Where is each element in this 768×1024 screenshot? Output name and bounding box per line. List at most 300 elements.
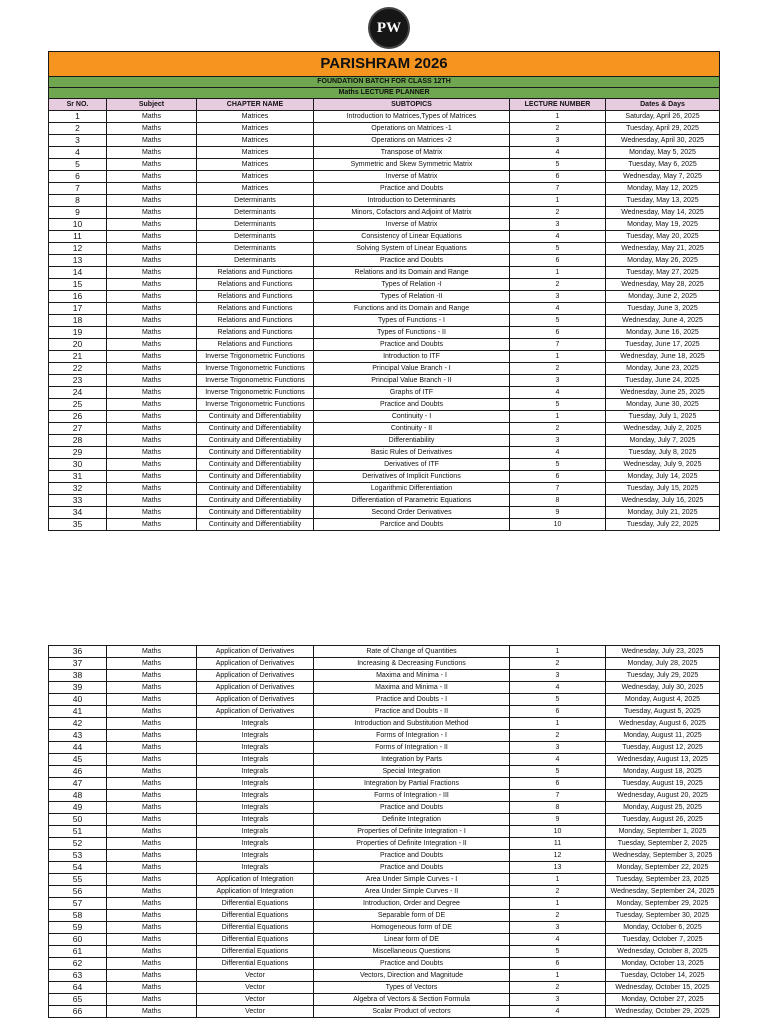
table-row: [49, 814, 720, 826]
chapter-name-cell: Continuity and Differentiability: [197, 507, 314, 519]
date-cell: Monday, August 4, 2025: [606, 694, 720, 706]
date-cell: Monday, August 25, 2025: [606, 802, 720, 814]
subject-cell: Maths: [107, 730, 197, 742]
subtopic-cell: Forms of Integration - II: [314, 742, 510, 754]
lecture-number-cell: 1: [510, 267, 606, 279]
planner-title: PARISHRAM 2026: [49, 52, 720, 77]
table-row: [49, 399, 720, 411]
subject-cell: Maths: [107, 670, 197, 682]
subject-cell: Maths: [107, 291, 197, 303]
chapter-name-cell: Inverse Trigonometric Functions: [197, 363, 314, 375]
sr-no-cell: 41: [49, 706, 107, 718]
date-cell: Wednesday, May 28, 2025: [606, 279, 720, 291]
subtopic-cell: Introduction to Determinants: [314, 195, 510, 207]
date-cell: Tuesday, August 19, 2025: [606, 778, 720, 790]
subtopic-cell: Types of Relation -I: [314, 279, 510, 291]
chapter-name-cell: Continuity and Differentiability: [197, 435, 314, 447]
subtopic-cell: Integration by Parts: [314, 754, 510, 766]
subject-cell: Maths: [107, 279, 197, 291]
sr-no-cell: 8: [49, 195, 107, 207]
sr-no-cell: 32: [49, 483, 107, 495]
subject-cell: Maths: [107, 267, 197, 279]
sr-no-cell: 3: [49, 135, 107, 147]
lecture-number-cell: 7: [510, 483, 606, 495]
lecture-number-cell: 6: [510, 327, 606, 339]
lecture-number-cell: 3: [510, 742, 606, 754]
sr-no-cell: 45: [49, 754, 107, 766]
subtopic-cell: Solving System of Linear Equations: [314, 243, 510, 255]
date-cell: Monday, July 14, 2025: [606, 471, 720, 483]
subtopic-cell: Differentiation of Parametric Equations: [314, 495, 510, 507]
subtopic-cell: Functions and its Domain and Range: [314, 303, 510, 315]
subject-cell: Maths: [107, 766, 197, 778]
subtopic-cell: Introduction to Matrices,Types of Matrices: [314, 111, 510, 123]
subject-cell: Maths: [107, 411, 197, 423]
subject-cell: Maths: [107, 303, 197, 315]
subtopic-cell: Linear form of DE: [314, 934, 510, 946]
chapter-name-cell: Continuity and Differentiability: [197, 411, 314, 423]
chapter-name-cell: Integrals: [197, 790, 314, 802]
subject-cell: Maths: [107, 850, 197, 862]
lecture-number-cell: 5: [510, 399, 606, 411]
planner-table-block-1: [48, 51, 719, 531]
sr-no-cell: 35: [49, 519, 107, 531]
subtopic-cell: Practice and Doubts - II: [314, 706, 510, 718]
date-cell: Wednesday, July 30, 2025: [606, 682, 720, 694]
chapter-name-cell: Integrals: [197, 766, 314, 778]
lecture-number-cell: 4: [510, 147, 606, 159]
table-row: [49, 351, 720, 363]
date-cell: Monday, May 5, 2025: [606, 147, 720, 159]
chapter-name-cell: Integrals: [197, 802, 314, 814]
date-cell: Wednesday, June 25, 2025: [606, 387, 720, 399]
lecture-number-cell: 2: [510, 423, 606, 435]
sr-no-cell: 40: [49, 694, 107, 706]
date-cell: Wednesday, August 20, 2025: [606, 790, 720, 802]
table-row: [49, 790, 720, 802]
subtopic-cell: Area Under Simple Curves - I: [314, 874, 510, 886]
subtopic-cell: Types of Vectors: [314, 982, 510, 994]
sr-no-cell: 27: [49, 423, 107, 435]
subject-cell: Maths: [107, 898, 197, 910]
subject-cell: Maths: [107, 754, 197, 766]
sr-no-cell: 7: [49, 183, 107, 195]
lecture-number-cell: 6: [510, 958, 606, 970]
date-cell: Wednesday, July 23, 2025: [606, 646, 720, 658]
chapter-name-cell: Integrals: [197, 826, 314, 838]
subtopic-cell: Minors, Cofactors and Adjoint of Matrix: [314, 207, 510, 219]
sr-no-cell: 31: [49, 471, 107, 483]
date-cell: Monday, July 21, 2025: [606, 507, 720, 519]
table-row: [49, 327, 720, 339]
sr-no-cell: 59: [49, 922, 107, 934]
date-cell: Monday, August 11, 2025: [606, 730, 720, 742]
subject-cell: Maths: [107, 423, 197, 435]
chapter-name-cell: Continuity and Differentiability: [197, 471, 314, 483]
subject-cell: Maths: [107, 483, 197, 495]
date-cell: Monday, July 7, 2025: [606, 435, 720, 447]
lecture-planner-table-part-2: [48, 645, 720, 1018]
date-cell: Wednesday, October 15, 2025: [606, 982, 720, 994]
subject-cell: Maths: [107, 159, 197, 171]
sr-no-cell: 37: [49, 658, 107, 670]
table-row: [49, 982, 720, 994]
sr-no-cell: 42: [49, 718, 107, 730]
subtopic-cell: Differentiability: [314, 435, 510, 447]
sr-no-cell: 61: [49, 946, 107, 958]
table-row: [49, 147, 720, 159]
lecture-number-cell: 2: [510, 207, 606, 219]
table-row: [49, 742, 720, 754]
sr-no-cell: 43: [49, 730, 107, 742]
date-cell: Tuesday, July 8, 2025: [606, 447, 720, 459]
sr-no-cell: 18: [49, 315, 107, 327]
chapter-name-cell: Inverse Trigonometric Functions: [197, 387, 314, 399]
header-subject: Subject: [107, 99, 197, 111]
chapter-name-cell: Determinants: [197, 243, 314, 255]
chapter-name-cell: Determinants: [197, 195, 314, 207]
subtopic-cell: Symmetric and Skew Symmetric Matrix: [314, 159, 510, 171]
lecture-number-cell: 8: [510, 495, 606, 507]
lecture-number-cell: 3: [510, 435, 606, 447]
subject-cell: Maths: [107, 682, 197, 694]
lecture-number-cell: 3: [510, 375, 606, 387]
subject-cell: Maths: [107, 802, 197, 814]
subtopic-cell: Derivatives of ITF: [314, 459, 510, 471]
subtopic-cell: Relations and its Domain and Range: [314, 267, 510, 279]
table-row: [49, 898, 720, 910]
subject-cell: Maths: [107, 694, 197, 706]
sr-no-cell: 11: [49, 231, 107, 243]
chapter-name-cell: Application of Integration: [197, 874, 314, 886]
subtopic-cell: Properties of Definite Integration - I: [314, 826, 510, 838]
subtopic-cell: Homogeneous form of DE: [314, 922, 510, 934]
sr-no-cell: 16: [49, 291, 107, 303]
subject-cell: Maths: [107, 183, 197, 195]
sr-no-cell: 19: [49, 327, 107, 339]
date-cell: Monday, June 23, 2025: [606, 363, 720, 375]
date-cell: Wednesday, June 4, 2025: [606, 315, 720, 327]
chapter-name-cell: Application of Derivatives: [197, 670, 314, 682]
table-row: [49, 922, 720, 934]
lecture-number-cell: 2: [510, 982, 606, 994]
date-cell: Wednesday, May 7, 2025: [606, 171, 720, 183]
lecture-number-cell: 5: [510, 694, 606, 706]
chapter-name-cell: Application of Derivatives: [197, 682, 314, 694]
subtopic-cell: Graphs of ITF: [314, 387, 510, 399]
subject-cell: Maths: [107, 507, 197, 519]
lecture-number-cell: 1: [510, 718, 606, 730]
subtopic-cell: Types of Relation -II: [314, 291, 510, 303]
subject-cell: Maths: [107, 243, 197, 255]
sr-no-cell: 51: [49, 826, 107, 838]
subject-cell: Maths: [107, 934, 197, 946]
date-cell: Wednesday, July 9, 2025: [606, 459, 720, 471]
table-row: [49, 1006, 720, 1018]
sr-no-cell: 60: [49, 934, 107, 946]
date-cell: Wednesday, August 6, 2025: [606, 718, 720, 730]
subject-cell: Maths: [107, 994, 197, 1006]
subject-cell: Maths: [107, 838, 197, 850]
chapter-name-cell: Differential Equations: [197, 946, 314, 958]
lecture-number-cell: 4: [510, 447, 606, 459]
subtopic-cell: Types of Functions - II: [314, 327, 510, 339]
header-dates-days: Dates & Days: [606, 99, 720, 111]
subtopic-cell: Practice and Doubts - I: [314, 694, 510, 706]
date-cell: Monday, June 30, 2025: [606, 399, 720, 411]
date-cell: Monday, July 28, 2025: [606, 658, 720, 670]
sr-no-cell: 25: [49, 399, 107, 411]
subject-cell: Maths: [107, 111, 197, 123]
chapter-name-cell: Continuity and Differentiability: [197, 447, 314, 459]
subtopic-cell: Parctice and Doubts: [314, 519, 510, 531]
lecture-number-cell: 3: [510, 291, 606, 303]
chapter-name-cell: Matrices: [197, 171, 314, 183]
date-cell: Tuesday, May 20, 2025: [606, 231, 720, 243]
chapter-name-cell: Integrals: [197, 742, 314, 754]
date-cell: Tuesday, May 6, 2025: [606, 159, 720, 171]
sr-no-cell: 9: [49, 207, 107, 219]
date-cell: Wednesday, May 14, 2025: [606, 207, 720, 219]
subtopic-cell: Special Integration: [314, 766, 510, 778]
subtopic-cell: Separable form of DE: [314, 910, 510, 922]
table-row: [49, 483, 720, 495]
date-cell: Tuesday, May 27, 2025: [606, 267, 720, 279]
table-row: [49, 946, 720, 958]
date-cell: Wednesday, August 13, 2025: [606, 754, 720, 766]
table-row: [49, 387, 720, 399]
chapter-name-cell: Application of Derivatives: [197, 706, 314, 718]
sr-no-cell: 21: [49, 351, 107, 363]
sr-no-cell: 2: [49, 123, 107, 135]
header-chapter-name: CHAPTER NAME: [197, 99, 314, 111]
subtopic-cell: Derivatives of Implicit Functions: [314, 471, 510, 483]
date-cell: Tuesday, July 29, 2025: [606, 670, 720, 682]
date-cell: Monday, October 27, 2025: [606, 994, 720, 1006]
chapter-name-cell: Continuity and Differentiability: [197, 459, 314, 471]
date-cell: Tuesday, August 5, 2025: [606, 706, 720, 718]
sr-no-cell: 48: [49, 790, 107, 802]
sr-no-cell: 56: [49, 886, 107, 898]
table-row: [49, 363, 720, 375]
lecture-number-cell: 2: [510, 886, 606, 898]
table-row: [49, 279, 720, 291]
date-cell: Tuesday, October 14, 2025: [606, 970, 720, 982]
table-row: [49, 730, 720, 742]
chapter-name-cell: Continuity and Differentiability: [197, 483, 314, 495]
subtopic-cell: Maxima and Minima - II: [314, 682, 510, 694]
lecture-number-cell: 9: [510, 814, 606, 826]
table-row: [49, 910, 720, 922]
chapter-name-cell: Vector: [197, 1006, 314, 1018]
chapter-name-cell: Integrals: [197, 814, 314, 826]
chapter-name-cell: Relations and Functions: [197, 327, 314, 339]
chapter-name-cell: Relations and Functions: [197, 291, 314, 303]
subtopic-cell: Principal Value Branch - II: [314, 375, 510, 387]
table-row: [49, 646, 720, 658]
table-row: [49, 718, 720, 730]
lecture-number-cell: 2: [510, 910, 606, 922]
subject-cell: Maths: [107, 646, 197, 658]
lecture-number-cell: 4: [510, 1006, 606, 1018]
table-row: [49, 862, 720, 874]
subtopic-cell: Second Order Derivatives: [314, 507, 510, 519]
lecture-number-cell: 6: [510, 471, 606, 483]
date-cell: Wednesday, April 30, 2025: [606, 135, 720, 147]
subtopic-cell: Practice and Doubts: [314, 802, 510, 814]
subtopic-cell: Practice and Doubts: [314, 850, 510, 862]
date-cell: Wednesday, July 16, 2025: [606, 495, 720, 507]
lecture-number-cell: 1: [510, 195, 606, 207]
subject-cell: Maths: [107, 495, 197, 507]
batch-subtitle: FOUNDATION BATCH FOR CLASS 12TH: [49, 77, 720, 88]
date-cell: Tuesday, August 26, 2025: [606, 814, 720, 826]
table-body-part-2: [49, 646, 720, 1018]
chapter-name-cell: Continuity and Differentiability: [197, 495, 314, 507]
sr-no-cell: 58: [49, 910, 107, 922]
chapter-name-cell: Relations and Functions: [197, 267, 314, 279]
lecture-number-cell: 6: [510, 255, 606, 267]
chapter-name-cell: Integrals: [197, 754, 314, 766]
subtopic-cell: Practice and Doubts: [314, 399, 510, 411]
date-cell: Tuesday, September 30, 2025: [606, 910, 720, 922]
date-cell: Monday, June 16, 2025: [606, 327, 720, 339]
lecture-number-cell: 7: [510, 790, 606, 802]
subject-cell: Maths: [107, 231, 197, 243]
table-row: [49, 339, 720, 351]
table-row: [49, 778, 720, 790]
table-row: [49, 123, 720, 135]
date-cell: Monday, October 6, 2025: [606, 922, 720, 934]
subject-cell: Maths: [107, 399, 197, 411]
chapter-name-cell: Inverse Trigonometric Functions: [197, 351, 314, 363]
sr-no-cell: 4: [49, 147, 107, 159]
subject-cell: Maths: [107, 886, 197, 898]
table-row: [49, 682, 720, 694]
table-row: [49, 435, 720, 447]
lecture-number-cell: 2: [510, 658, 606, 670]
subtopic-cell: Practice and Doubts: [314, 339, 510, 351]
table-body-part-1: [49, 111, 720, 531]
sr-no-cell: 66: [49, 1006, 107, 1018]
subject-cell: Maths: [107, 826, 197, 838]
chapter-name-cell: Relations and Functions: [197, 339, 314, 351]
subject-cell: Maths: [107, 658, 197, 670]
lecture-number-cell: 10: [510, 519, 606, 531]
subject-cell: Maths: [107, 447, 197, 459]
subject-cell: Maths: [107, 171, 197, 183]
lecture-number-cell: 1: [510, 351, 606, 363]
subject-cell: Maths: [107, 958, 197, 970]
table-row: [49, 375, 720, 387]
table-row: [49, 447, 720, 459]
sr-no-cell: 28: [49, 435, 107, 447]
chapter-name-cell: Matrices: [197, 135, 314, 147]
table-row: [49, 159, 720, 171]
chapter-name-cell: Relations and Functions: [197, 315, 314, 327]
subtopic-cell: Practice and Doubts: [314, 862, 510, 874]
subject-cell: Maths: [107, 327, 197, 339]
chapter-name-cell: Differential Equations: [197, 922, 314, 934]
table-row: [49, 183, 720, 195]
date-cell: Monday, May 12, 2025: [606, 183, 720, 195]
lecture-number-cell: 4: [510, 934, 606, 946]
date-cell: Tuesday, June 3, 2025: [606, 303, 720, 315]
subtopic-cell: Continuity - II: [314, 423, 510, 435]
chapter-name-cell: Matrices: [197, 147, 314, 159]
lecture-number-cell: 1: [510, 646, 606, 658]
date-cell: Monday, June 2, 2025: [606, 291, 720, 303]
date-cell: Tuesday, September 23, 2025: [606, 874, 720, 886]
lecture-number-cell: 2: [510, 363, 606, 375]
chapter-name-cell: Vector: [197, 970, 314, 982]
lecture-number-cell: 5: [510, 459, 606, 471]
chapter-name-cell: Determinants: [197, 255, 314, 267]
subject-cell: Maths: [107, 339, 197, 351]
sr-no-cell: 38: [49, 670, 107, 682]
chapter-name-cell: Integrals: [197, 862, 314, 874]
subtopic-cell: Continuity - I: [314, 411, 510, 423]
chapter-name-cell: Continuity and Differentiability: [197, 423, 314, 435]
subject-cell: Maths: [107, 195, 197, 207]
chapter-name-cell: Vector: [197, 994, 314, 1006]
subject-cell: Maths: [107, 862, 197, 874]
subtopic-cell: Maxima and Minima - I: [314, 670, 510, 682]
subtopic-cell: Forms of Integration - III: [314, 790, 510, 802]
chapter-name-cell: Determinants: [197, 231, 314, 243]
table-row: [49, 471, 720, 483]
chapter-name-cell: Application of Derivatives: [197, 694, 314, 706]
chapter-name-cell: Application of Derivatives: [197, 658, 314, 670]
subject-cell: Maths: [107, 718, 197, 730]
sr-no-cell: 54: [49, 862, 107, 874]
sr-no-cell: 64: [49, 982, 107, 994]
subject-cell: Maths: [107, 742, 197, 754]
date-cell: Tuesday, June 17, 2025: [606, 339, 720, 351]
date-cell: Monday, October 13, 2025: [606, 958, 720, 970]
pw-logo: PW: [370, 9, 408, 47]
chapter-name-cell: Integrals: [197, 778, 314, 790]
table-row: [49, 219, 720, 231]
lecture-number-cell: 6: [510, 778, 606, 790]
table-row: [49, 171, 720, 183]
lecture-number-cell: 1: [510, 411, 606, 423]
chapter-name-cell: Matrices: [197, 111, 314, 123]
subtopic-cell: Introduction to ITF: [314, 351, 510, 363]
subtopic-cell: Integration by Partial Fractions: [314, 778, 510, 790]
table-row: [49, 411, 720, 423]
lecture-number-cell: 5: [510, 243, 606, 255]
date-cell: Tuesday, September 2, 2025: [606, 838, 720, 850]
table-row: [49, 267, 720, 279]
date-cell: Tuesday, July 15, 2025: [606, 483, 720, 495]
sr-no-cell: 13: [49, 255, 107, 267]
subject-cell: Maths: [107, 207, 197, 219]
lecture-number-cell: 13: [510, 862, 606, 874]
subtopic-cell: Area Under Simple Curves - II: [314, 886, 510, 898]
date-cell: Monday, May 19, 2025: [606, 219, 720, 231]
subtopic-cell: Transpose of Matrix: [314, 147, 510, 159]
subject-cell: Maths: [107, 970, 197, 982]
date-cell: Monday, September 29, 2025: [606, 898, 720, 910]
lecture-number-cell: 9: [510, 507, 606, 519]
subject-cell: Maths: [107, 778, 197, 790]
lecture-number-cell: 6: [510, 706, 606, 718]
table-row: [49, 934, 720, 946]
sr-no-cell: 10: [49, 219, 107, 231]
sr-no-cell: 20: [49, 339, 107, 351]
lecture-number-cell: 4: [510, 754, 606, 766]
